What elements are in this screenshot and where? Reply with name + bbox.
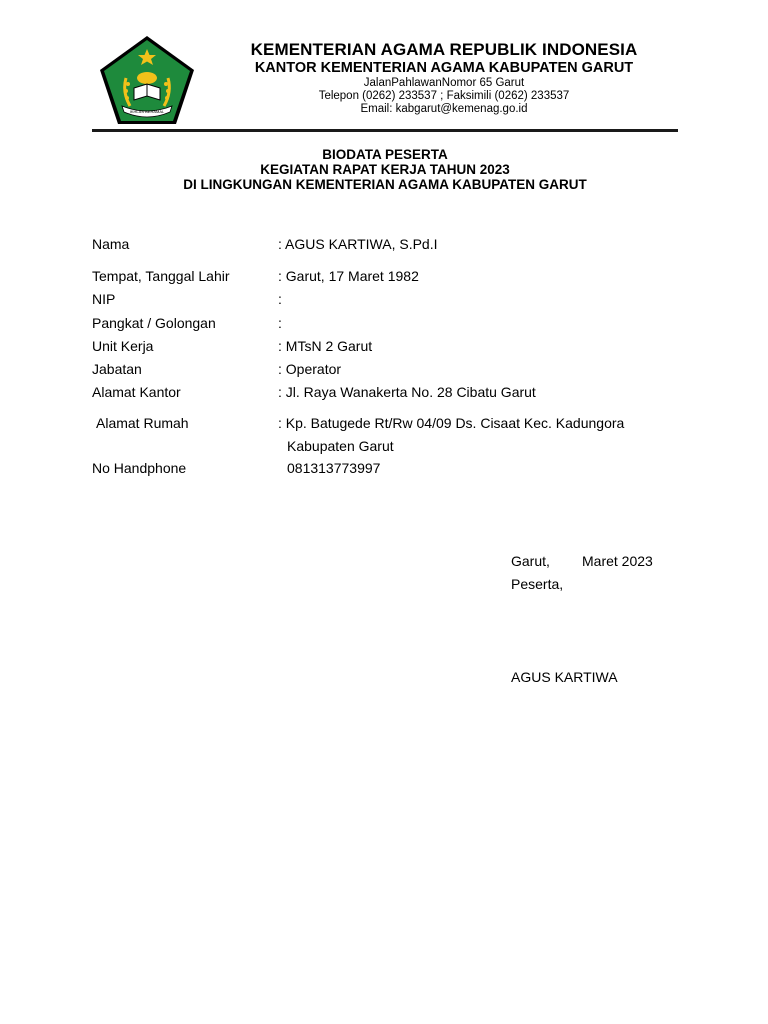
signature-role: Peserta, — [511, 576, 564, 592]
signature-date: Maret 2023 — [582, 553, 653, 569]
letterhead-divider — [92, 129, 678, 132]
field-value-alamat-kantor: : Jl. Raya Wanakerta No. 28 Cibatu Garut — [278, 384, 536, 400]
field-value-nip: : — [278, 291, 282, 307]
field-label-pangkat: Pangkat / Golongan — [92, 315, 216, 331]
field-label-jabatan: Jabatan — [92, 361, 142, 377]
signature-name: AGUS KARTIWA — [511, 669, 618, 685]
field-value-alamat-rumah: : Kp. Batugede Rt/Rw 04/09 Ds. Cisaat Kec. Kadungora — [278, 415, 625, 431]
ministry-name: KEMENTERIAN AGAMA REPUBLIK INDONESIA — [250, 40, 638, 59]
kemenag-emblem-icon — [98, 34, 196, 126]
document-subtitle-2: DI LINGKUNGAN KEMENTERIAN AGAMA KABUPATEN GARUT — [183, 177, 587, 192]
field-label-nip: NIP — [92, 291, 116, 307]
office-address: JalanPahlawanNomor 65 Garut — [363, 77, 525, 89]
office-phone: Telepon (0262) 233537 ; Faksimili (0262) 233537 — [318, 90, 570, 102]
field-value-nama: : AGUS KARTIWA, S.Pd.I — [278, 236, 438, 252]
document-title: BIODATA PESERTA — [322, 147, 448, 162]
field-label-nama: Nama — [92, 236, 130, 252]
document-subtitle: KEGIATAN RAPAT KERJA TAHUN 2023 — [260, 162, 510, 177]
office-email: Email: kabgarut@kemenag.go.id — [360, 103, 528, 115]
field-label-ttl: Tempat, Tanggal Lahir — [92, 268, 230, 284]
field-label-alamat-rumah: Alamat Rumah — [96, 415, 189, 431]
field-value-pangkat: : — [278, 315, 282, 331]
field-value-jabatan: : Operator — [278, 361, 342, 377]
field-value-ttl: : Garut, 17 Maret 1982 — [278, 268, 419, 284]
field-label-handphone: No Handphone — [92, 460, 187, 476]
field-label-alamat-kantor: Alamat Kantor — [92, 384, 181, 400]
office-name: KANTOR KEMENTERIAN AGAMA KABUPATEN GARUT — [254, 60, 634, 76]
logo-ribbon-text: IKHLAS BERAMAL — [129, 109, 165, 114]
field-value-unit-kerja: : MTsN 2 Garut — [278, 338, 373, 354]
field-value-handphone: 081313773997 — [287, 460, 381, 476]
field-value-alamat-rumah-cont: Kabupaten Garut — [287, 438, 394, 454]
signature-place: Garut, — [511, 553, 550, 569]
field-label-unit-kerja: Unit Kerja — [92, 338, 154, 354]
